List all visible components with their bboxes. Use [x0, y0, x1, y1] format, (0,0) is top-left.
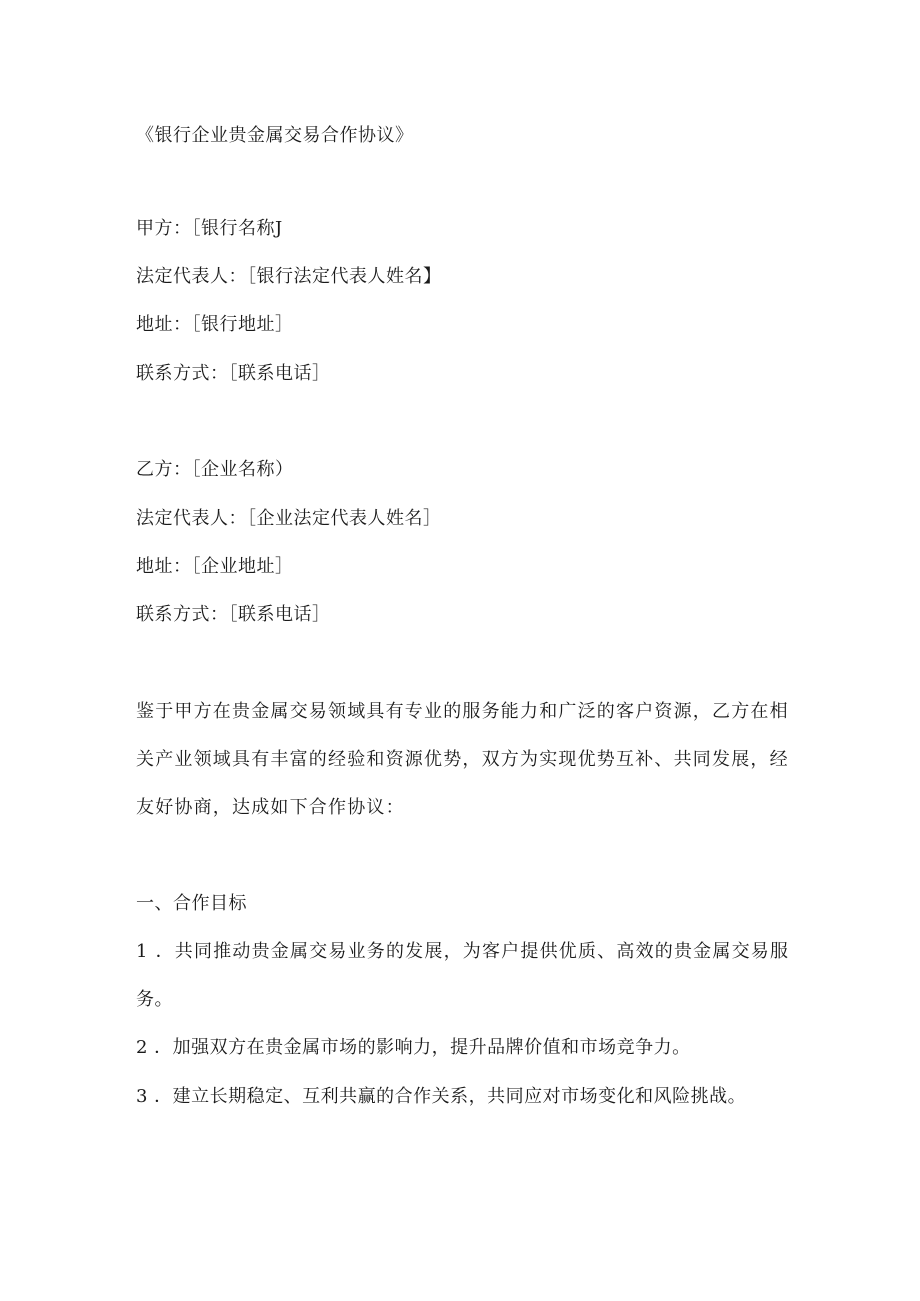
party-b-representative: 法定代表人：［企业法定代表人姓名］ [136, 508, 442, 529]
list-item: 1 ．共同推动贵金属交易业务的发展，为客户提供优质、高效的贵金属交易服 [136, 941, 790, 962]
list-item-continuation: 务。 [136, 989, 173, 1010]
preamble-line: 鉴于甲方在贵金属交易领域具有专业的服务能力和广泛的客户资源，乙方在相 [136, 701, 789, 722]
list-item: 2 ．加强双方在贵金属市场的影响力，提升品牌价值和市场竞争力。 [136, 1037, 691, 1058]
preamble-line: 关产业领域具有丰富的经验和资源优势，双方为实现优势互补、共同发展，经 [136, 749, 789, 770]
party-a-address: 地址：［银行地址］ [136, 314, 294, 335]
party-b-name: 乙方：［企业名称） [136, 459, 294, 480]
party-a-representative: 法定代表人：［银行法定代表人姓名】 [136, 266, 442, 287]
party-a-contact: 联系方式：［联系电话］ [136, 363, 331, 384]
party-b-contact: 联系方式：［联系电话］ [136, 604, 331, 625]
section-heading: 一、合作目标 [136, 893, 247, 914]
party-b-address: 地址：［企业地址］ [136, 556, 294, 577]
party-a-name: 甲方：［银行名称J [136, 218, 283, 239]
list-item: 3 ．建立长期稳定、互利共赢的合作关系，共同应对市场变化和风险挑战。 [136, 1086, 747, 1107]
preamble-line: 友好协商，达成如下合作协议： [136, 797, 405, 818]
document-title: 《银行企业贵金属交易合作协议》 [136, 125, 414, 146]
